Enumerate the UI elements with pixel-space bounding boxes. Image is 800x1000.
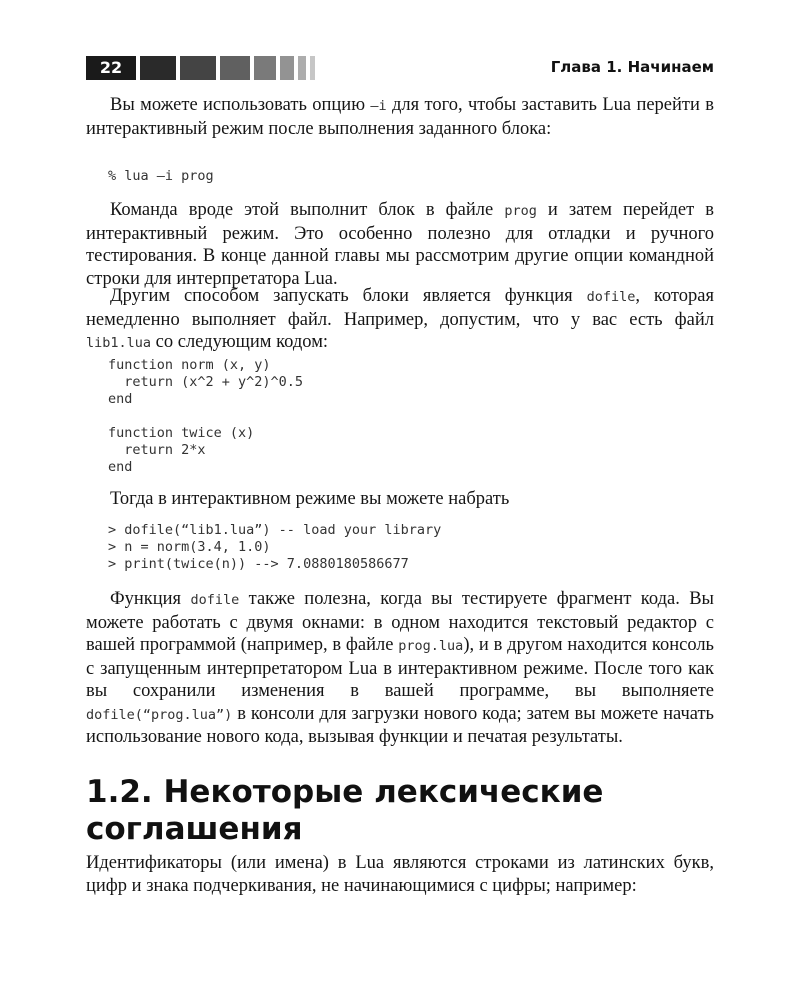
paragraph-text: и затем перейдет в интерактивный режим. Это особенно полезно для отладки и ручного тестирования. В конце данной главы мы рассмотрим другие опции командной строки для интерпретатора Lua.: [86, 200, 714, 289]
paragraph-text: ), и в другом находится консоль с запущенным интерпретатором Lua в интерактивном режиме. После того как вы сохранили изменения в вашей программе, вы выполняете: [86, 635, 714, 701]
header-bar: [180, 56, 216, 80]
paragraph-text: в консоли для загрузки нового кода; затем вы можете начать использование нового кода, вызывая функции и печатая результаты.: [86, 703, 714, 747]
header-bar: [140, 56, 176, 80]
header-bar: [280, 56, 294, 80]
page-header: [86, 56, 714, 80]
code-block-3: > dofile(“lib1.lua”) -- load your library > n = norm(3.4, 1.0) > print(twice(n)) --> 7.0880180586677: [108, 522, 442, 572]
inline-code: prog.lua: [398, 638, 464, 654]
paragraph-text: Вы можете использовать опцию: [110, 95, 371, 115]
header-bar: [220, 56, 250, 80]
paragraph-4: Тогда в интерактивном режиме вы можете набрать: [110, 489, 510, 509]
header-bar: [254, 56, 276, 80]
paragraph-text: Функция: [110, 589, 191, 609]
header-bar: [310, 56, 315, 80]
code-block-2: function norm (x, y) return (x^2 + y^2)^0.5 end function twice (x) return 2*x end: [108, 357, 304, 475]
chapter-title: Глава 1. Начинаем: [550, 58, 714, 76]
paragraph-1: [86, 94, 714, 140]
paragraph-text: , которая немедленно выполняет файл. Например, допустим, что у вас есть файл: [86, 286, 714, 330]
header-bar: [298, 56, 306, 80]
paragraph-2: [86, 199, 714, 290]
paragraph-text: Другим способом запускать блоки является функция: [110, 286, 587, 306]
inline-code: lib1.lua: [86, 335, 152, 351]
paragraph-5: [86, 588, 714, 749]
inline-code: dofile: [190, 592, 240, 608]
inline-code: dofile(“prog.lua”): [86, 706, 233, 723]
inline-code: –i: [370, 98, 387, 114]
section-heading: 1.2. Некоторые лексические соглашения: [86, 774, 604, 847]
paragraph-text: со следующим кодом:: [151, 332, 329, 352]
code-block-1: % lua –i prog: [108, 168, 214, 184]
inline-code: prog: [504, 203, 537, 219]
paragraph-text: также полезна, когда вы тестируете фрагмент кода. Вы можете работать с двумя окнами: в одном находится текстовый редактор с вашей программой (например, в файле: [86, 589, 714, 655]
paragraph-3: [86, 285, 714, 355]
page-number: 22: [86, 56, 136, 80]
paragraph-6: Идентификаторы (или имена) в Lua являются строками из латинских букв, цифр и знака подчеркивания, не начинающимися с цифры; например:: [86, 853, 714, 896]
paragraph-text: для того, чтобы заставить Lua перейти в интерактивный режим после выполнения заданного блока:: [86, 95, 714, 139]
inline-code: dofile: [586, 289, 636, 305]
paragraph-text: Команда вроде этой выполнит блок в файле: [110, 200, 505, 220]
